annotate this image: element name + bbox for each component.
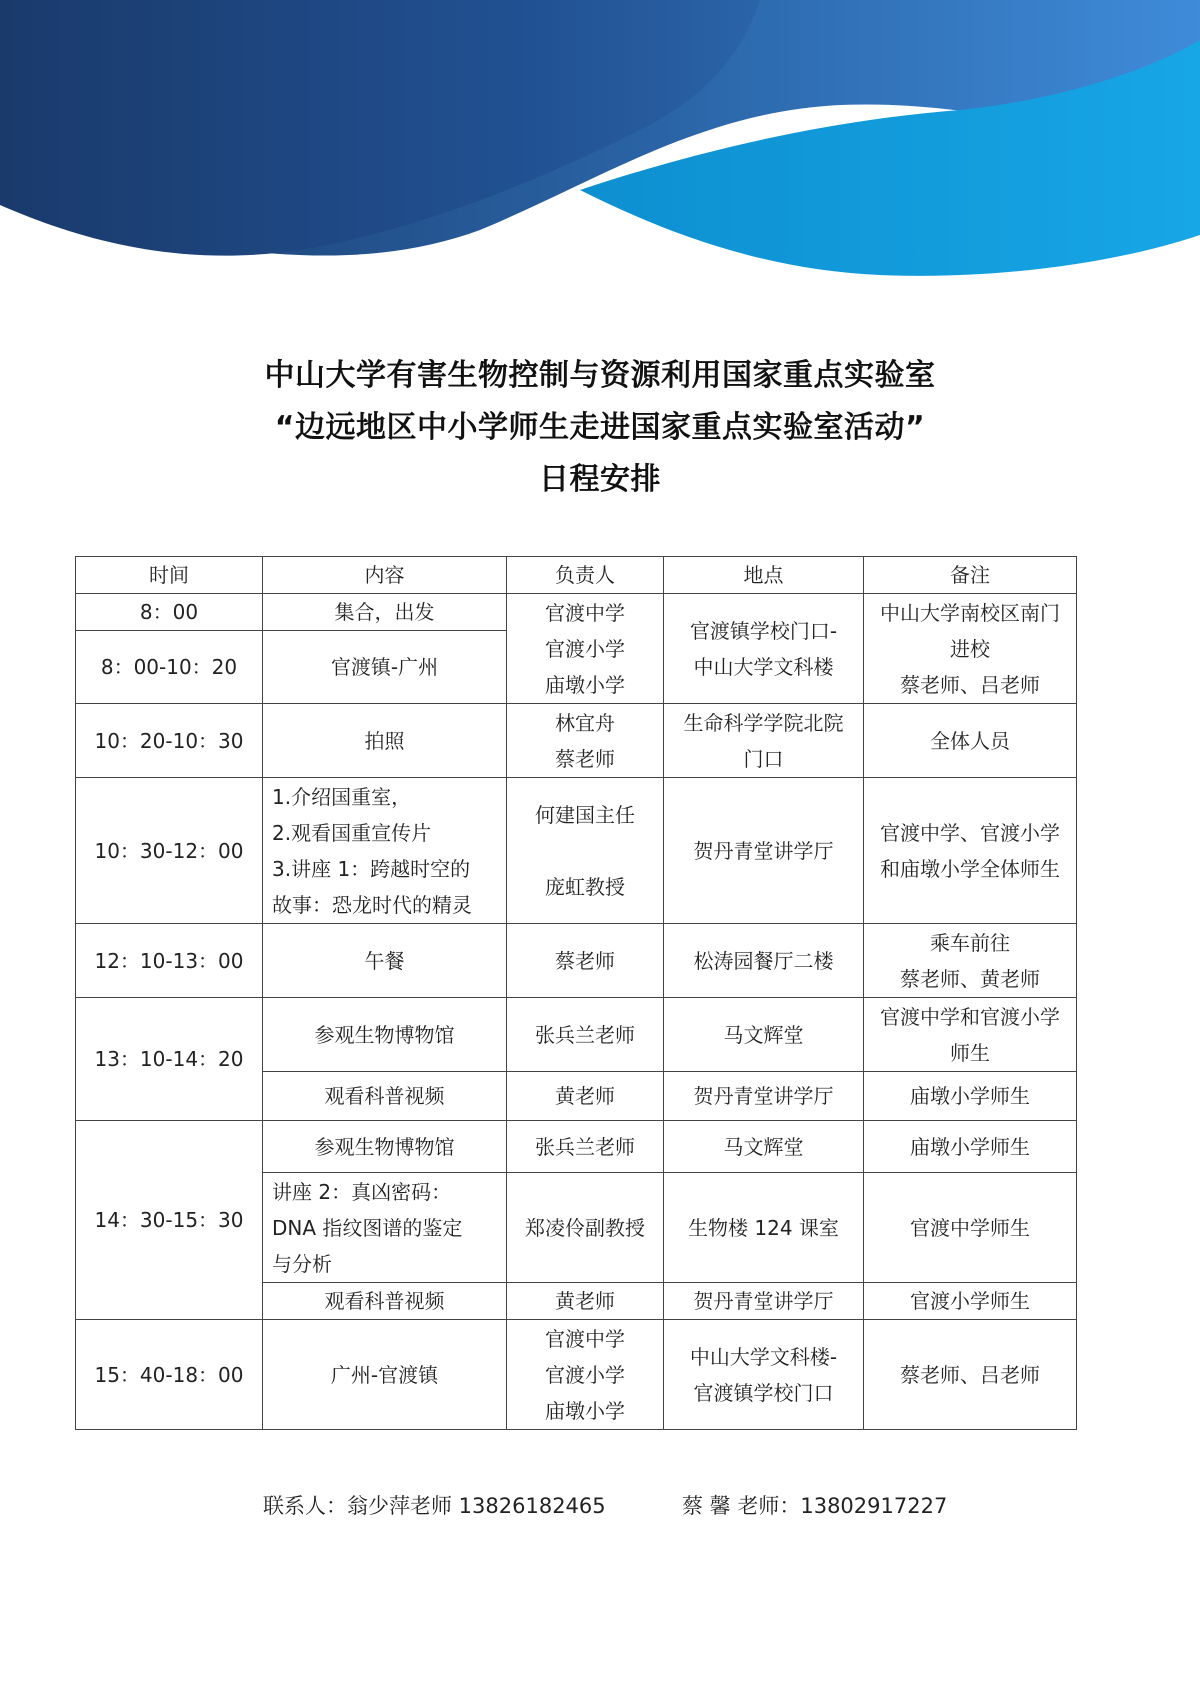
cell-note: 乘车前往 蔡老师、黄老师	[864, 924, 1077, 998]
column-header-person: 负责人	[507, 557, 664, 594]
cell-place: 松涛园餐厅二楼	[664, 924, 864, 998]
cell-place: 官渡镇学校门口- 中山大学文科楼	[664, 594, 864, 704]
cell-content: 讲座 2：真凶密码： DNA 指纹图谱的鉴定 与分析	[263, 1173, 507, 1283]
table-row	[76, 924, 1077, 998]
cell-content: 参观生物博物馆	[263, 1121, 507, 1173]
cell-note: 庙墩小学师生	[864, 1121, 1077, 1173]
cell-time: 14：30-15：30	[76, 1121, 263, 1320]
cell-time: 13：10-14：20	[76, 998, 263, 1121]
cell-person: 何建国主任 庞虹教授	[507, 778, 664, 924]
title-line-3: 日程安排	[539, 462, 661, 497]
column-header-place: 地点	[664, 557, 864, 594]
cell-note: 官渡中学、官渡小学 和庙墩小学全体师生	[864, 778, 1077, 924]
column-header-content: 内容	[263, 557, 507, 594]
cell-content: 参观生物博物馆	[263, 998, 507, 1072]
cell-time: 8：00-10：20	[76, 631, 263, 704]
cell-content: 官渡镇-广州	[263, 631, 507, 704]
title-line-1: 中山大学有害生物控制与资源利用国家重点实验室	[264, 358, 936, 393]
cell-place: 贺丹青堂讲学厅	[664, 1283, 864, 1320]
cell-time: 15：40-18：00	[76, 1320, 263, 1430]
schedule-table	[75, 556, 1077, 1430]
cell-content: 午餐	[263, 924, 507, 998]
cell-place: 马文辉堂	[664, 998, 864, 1072]
cell-place: 中山大学文科楼- 官渡镇学校门口	[664, 1320, 864, 1430]
cell-time: 8：00	[76, 594, 263, 631]
cell-person: 官渡中学 官渡小学 庙墩小学	[507, 1320, 664, 1430]
cell-content: 1.介绍国重室， 2.观看国重宣传片 3.讲座 1：跨越时空的 故事：恐龙时代的精灵	[263, 778, 507, 924]
table-row	[76, 1121, 1077, 1173]
cell-content: 集合，出发	[263, 594, 507, 631]
cell-person: 黄老师	[507, 1072, 664, 1121]
cell-person: 林宜舟 蔡老师	[507, 704, 664, 778]
cell-content: 广州-官渡镇	[263, 1320, 507, 1430]
cell-person: 郑凌伶副教授	[507, 1173, 664, 1283]
header-banner	[0, 0, 1200, 290]
cell-person: 官渡中学 官渡小学 庙墩小学	[507, 594, 664, 704]
cell-place: 贺丹青堂讲学厅	[664, 778, 864, 924]
table-row	[76, 778, 1077, 924]
cell-note: 官渡中学师生	[864, 1173, 1077, 1283]
title-line-2: “边远地区中小学师生走进国家重点实验室活动”	[274, 410, 926, 445]
cell-person: 张兵兰老师	[507, 998, 664, 1072]
cell-person: 黄老师	[507, 1283, 664, 1320]
table-row	[76, 704, 1077, 778]
cell-note: 中山大学南校区南门 进校 蔡老师、吕老师	[864, 594, 1077, 704]
column-header-time: 时间	[76, 557, 263, 594]
table-row	[76, 594, 1077, 631]
wave-decoration	[0, 0, 1200, 290]
cell-person: 张兵兰老师	[507, 1121, 664, 1173]
cell-person: 蔡老师	[507, 924, 664, 998]
cell-note: 全体人员	[864, 704, 1077, 778]
cell-note: 官渡中学和官渡小学 师生	[864, 998, 1077, 1072]
cell-time: 10：20-10：30	[76, 704, 263, 778]
table-header-row	[76, 557, 1077, 594]
cell-place: 马文辉堂	[664, 1121, 864, 1173]
column-header-note: 备注	[864, 557, 1077, 594]
cell-content: 观看科普视频	[263, 1072, 507, 1121]
document-title	[0, 350, 1200, 506]
cell-content: 拍照	[263, 704, 507, 778]
cell-time: 10：30-12：00	[76, 778, 263, 924]
cell-place: 生命科学学院北院 门口	[664, 704, 864, 778]
cell-place: 贺丹青堂讲学厅	[664, 1072, 864, 1121]
table-row	[76, 1320, 1077, 1430]
cell-content: 观看科普视频	[263, 1283, 507, 1320]
cell-time: 12：10-13：00	[76, 924, 263, 998]
contact-primary: 联系人：翁少萍老师 13826182465	[263, 1494, 606, 1518]
cell-note: 庙墩小学师生	[864, 1072, 1077, 1121]
cell-note: 官渡小学师生	[864, 1283, 1077, 1320]
contact-secondary: 蔡 馨 老师：13802917227	[682, 1494, 948, 1518]
table-row	[76, 998, 1077, 1072]
cell-place: 生物楼 124 课室	[664, 1173, 864, 1283]
cell-note: 蔡老师、吕老师	[864, 1320, 1077, 1430]
